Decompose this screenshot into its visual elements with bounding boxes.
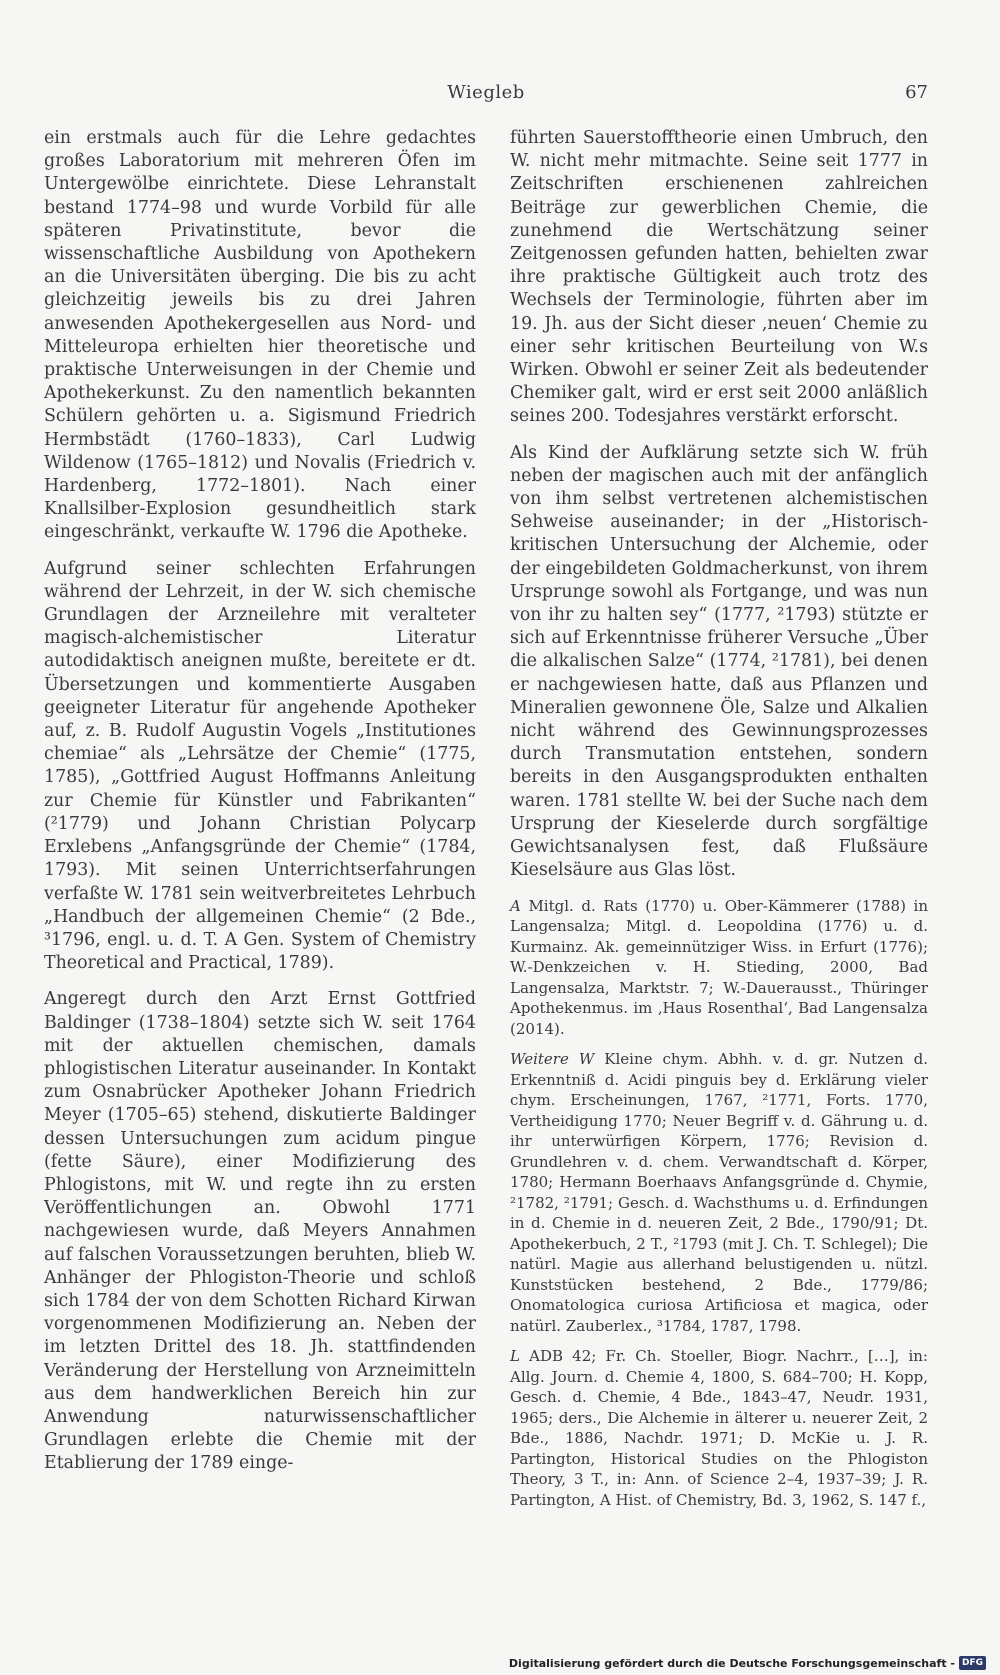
- note-text: Mitgl. d. Rats (1770) u. Ober-Kämmerer (1788) in Langensalza; Mitgl. d. Leopoldina (1776) u. d. Kurmainz. Ak. gemeinnütziger Wiss. in Erfurt (1776); W.-Denkzeichen v. H. Stieding, 2000, Bad Langensalza, Marktstr. 7; W.-Dauerausst., Thüringer Apothekenmus. im ‚Haus Rosenthal‘, Bad Langensalza (2014).: [510, 896, 928, 1038]
- page-number: 67: [905, 82, 928, 103]
- paragraph: führten Sauerstofftheorie einen Umbruch, den W. nicht mehr mitmachte. Seine seit 1777 in Zeitschriften erschienenen zahlreichen Beiträge zur gewerblichen Chemie, die zunehmend die Wertschätzung seiner Zeitgenossen gefunden hatten, behielten zwar ihre praktische Gültigkeit auch trotz des Wechsels der Terminologie, führten aber im 19. Jh. aus der Sicht dieser ‚neuen‘ Chemie zu einer sehr kritischen Beurteilung von W.s Wirken. Obwohl er seiner Zeit als bedeutender Chemiker galt, wird er erst seit 2000 anläßlich seines 200. Todesjahres verstärkt erforscht.: [510, 128, 928, 427]
- page-footer: [509, 1653, 986, 1673]
- dfg-logo-icon: DFG: [959, 1656, 986, 1670]
- footer-credit: Digitalisierung gefördert durch die Deutsche Forschungsgemeinschaft -: [508, 1656, 955, 1670]
- note-text: ADB 42; Fr. Ch. Stoeller, Biogr. Nachrr., […], in: Allg. Journ. d. Chemie 4, 1800, S. 684–700; H. Kopp, Gesch. d. Chemie, 4 Bde., 1843–47, Neudr. 1931, 1965; ders., Die Alchemie in älterer u. neuerer Zeit, 2 Bde., 1886, Nachdr. 1971; D. McKie u. J. R. Partington, Historical Studies on the Phlogiston Theory, 3 T., in: Ann. of Science 2–4, 1937–39; J. R. Partington, A Hist. of Chemistry, Bd. 3, 1962, S. 147 f.,: [510, 1347, 928, 1509]
- paragraph: Angeregt durch den Arzt Ernst Gottfried Baldinger (1738–1804) setzte sich W. seit 1764 mit der aktuellen chemischen, damals phlogistischen Literatur auseinander. In Kontakt zum Osnabrücker Apotheker Johann Friedrich Meyer (1705–65) stehend, diskutierte Baldinger dessen Untersuchungen zum acidum pingue (fette Säure), einer Modifizierung des Phlogistons, mit W. und regte ihn zu ersten Veröffentlichungen an. Obwohl 1771 nachgewiesen wurde, daß Meyers Annahmen auf falschen Voraussetzungen beruhten, blieb W. Anhänger der Phlogiston-Theorie und schloß sich 1784 der von dem Schotten Richard Kirwan vorgenommenen Modifizierung an. Neben der im letzten Drittel des 18. Jh. stattfindenden Veränderung der Herstellung von Arzneimitteln aus dem handwerklichen Bereich hin zur Anwendung naturwissenschaftlicher Grundlagen erlebte die Chemie mit der Etablierung der 1789 einge-: [44, 989, 476, 1474]
- right-column: [510, 127, 928, 1520]
- paragraph: ein erstmals auch für die Lehre gedachtes großes Laboratorium mit mehreren Öfen im Untergewölbe einrichtete. Diese Lehranstalt bestand 1774–98 und wurde Vorbild für alle späteren Privatinstitute, bevor die wissenschaftliche Ausbildung von Apothekern an die Universitäten überging. Die bis zu acht gleichzeitig jeweils bis zu drei Jahren anwesenden Apothekergesellen aus Nord- und Mitteleuropa erhielten hier theoretische und praktische Unterweisungen in der Chemie und Apothekerkunst. Zu den namentlich bekannten Schülern gehörten u. a. Sigismund Friedrich Hermbstädt (1760–1833), Carl Ludwig Wildenow (1765–1812) und Novalis (Friedrich v. Hardenberg, 1772–1801). Nach einer Knallsilber-Explosion gesundheitlich stark eingeschränkt, verkaufte W. 1796 die Apotheke.: [44, 128, 476, 543]
- paragraph: Als Kind der Aufklärung setzte sich W. früh neben der magischen auch mit der anfänglich von ihm selbst vertretenen alchemistischen Sehweise auseinander; in der „Historisch-kritischen Untersuchung der Alchemie, oder der eingebildeten Goldmacherkunst, von ihrem Ursprunge sowohl als Fortgange, und was nun von ihr zu halten sey“ (1777, ²1793) stützte er sich auf Erkenntnisse früherer Versuche „Über die alkalischen Salze“ (1774, ²1781), bei denen er nachgewiesen hatte, daß aus Pflanzen und Mineralien gewonnene Öle, Salze und Alkalien nicht während des Gewinnungsprozesses durch Transmutation entstehen, sondern bereits in den Ausgangsprodukten enthalten waren. 1781 stellte W. bei der Suche nach dem Ursprung der Kieselerde durch sorgfältige Gewichtsanalysen fest, daß Flußsäure Kieselsäure aus Glas löst.: [510, 442, 928, 881]
- left-column: [44, 127, 476, 1489]
- note-works: [510, 1049, 928, 1336]
- note-literature: [510, 1346, 928, 1510]
- note-awards: [510, 896, 928, 1040]
- note-text: Kleine chym. Abhh. v. d. gr. Nutzen d. Erkenntniß d. Acidi pinguis bey d. Erklärung vieler chym. Erscheinungen, 1767, ²1771, Forts. 1770, Vertheidigung 1770; Neuer Begriff v. d. Gährung u. d. ihr unterwürfigen Körpern, 1776; Revision d. Grundlehren v. d. chem. Verwandtschaft d. Körper, 1780; Hermann Boerhaavs Anfangsgründe d. Chymie, ²1782, ²1791; Gesch. d. Wachsthums u. d. Erfindungen in d. Chemie in d. neueren Zeit, 2 Bde., 1790/91; Dt. Apothekerbuch, 2 T., ²1793 (mit J. Ch. T. Schlegel); Die natürl. Magie aus allerhand belustigenden u. nützl. Kunststücken bestehend, 2 Bde., 1779/86; Onomatologica curiosa Artificiosa et magica, oder natürl. Zauberlex., ³1784, 1787, 1798.: [510, 1050, 928, 1335]
- note-lead: L: [510, 1347, 520, 1365]
- page-header: [44, 82, 928, 106]
- note-lead: A: [510, 896, 521, 915]
- running-head: Wiegleb: [447, 82, 525, 103]
- note-lead: Weitere W: [510, 1050, 595, 1068]
- paragraph: Aufgrund seiner schlechten Erfahrungen während der Lehrzeit, in der W. sich chemische Grundlagen der Arzneilehre mit veralteter magisch-alchemistischer Literatur autodidaktisch aneignen mußte, bereitete er dt. Übersetzungen und kommentierte Ausgaben geeigneter Literatur für angehende Apotheker auf, z. B. Rudolf Augustin Vogels „Institutiones chemiae“ als „Lehrsätze der Chemie“ (1775, 1785), „Gottfried August Hoffmanns Anleitung zur Chemie für Künstler und Fabrikanten“ (²1779) und Johann Christian Polycarp Erxlebens „Anfangsgründe der Chemie“ (1784, 1793). Mit seinen Unterrichtserfahrungen verfaßte W. 1781 sein weitverbreitetes Lehrbuch „Handbuch der allgemeinen Chemie“ (2 Bde., ³1796, engl. u. d. T. A Gen. System of Chemistry Theoretical and Practical, 1789).: [44, 558, 476, 974]
